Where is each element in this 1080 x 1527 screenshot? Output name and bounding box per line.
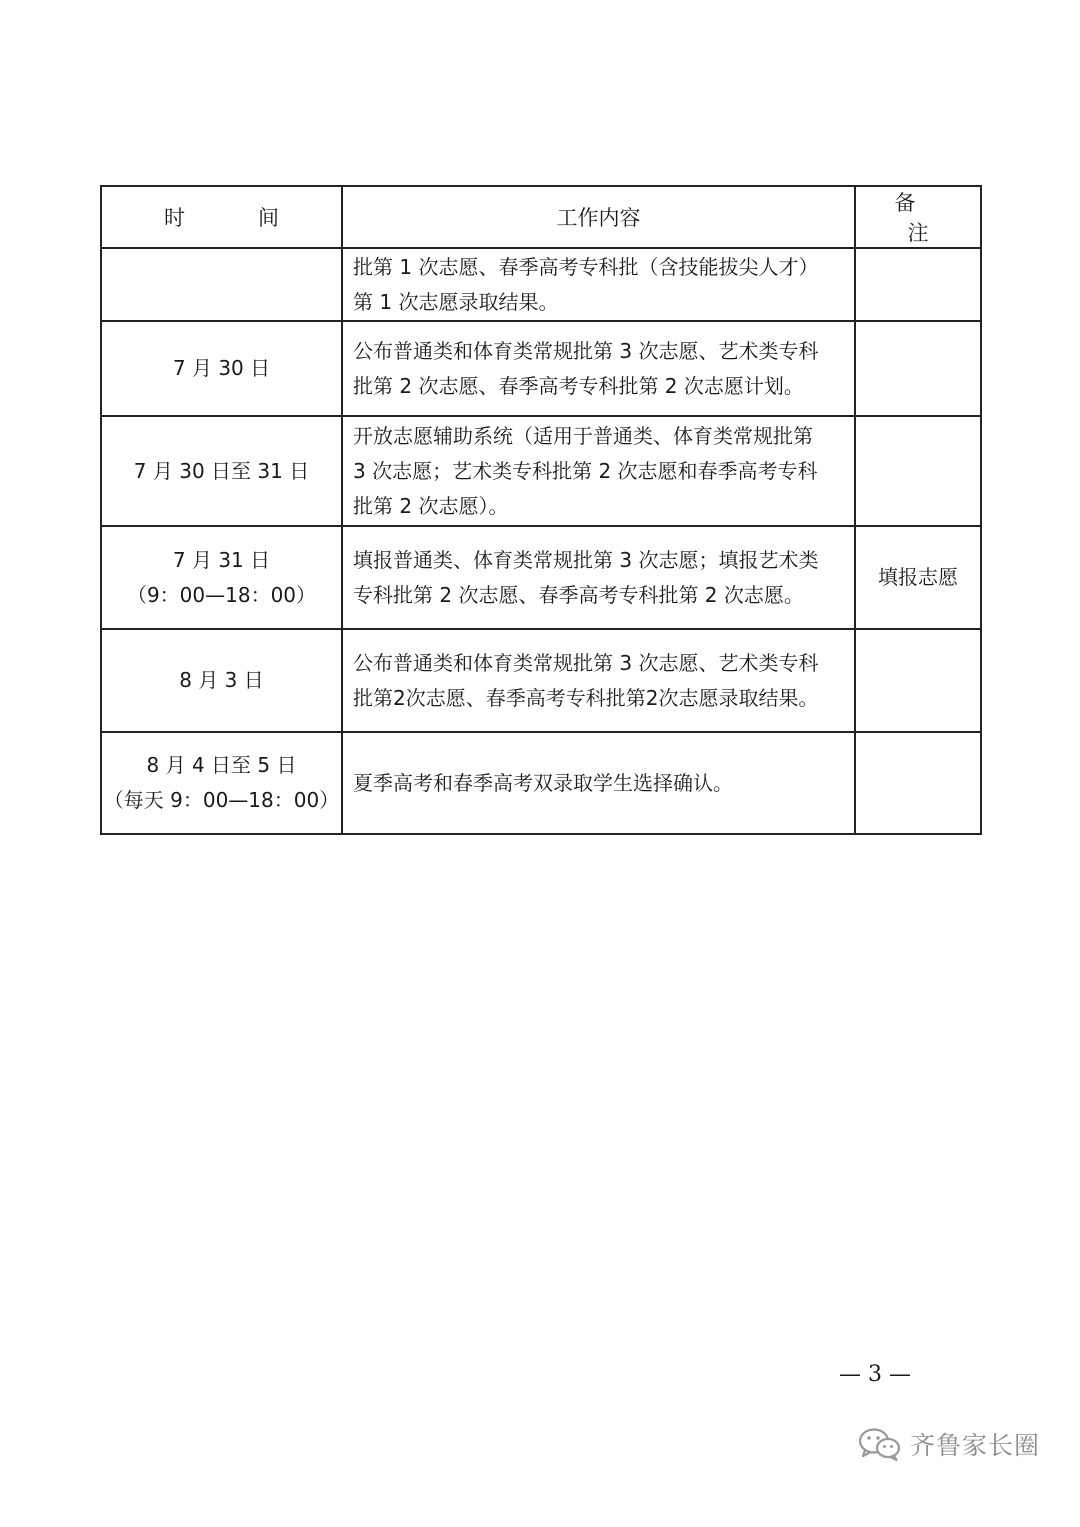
time-line: 8 月 4 日至 5 日: [146, 753, 297, 777]
content-line: 批第 2 次志愿）。: [353, 493, 509, 518]
content-line: 第 1 次志愿录取结果。: [353, 289, 559, 314]
content-cell: [342, 732, 855, 834]
time-cell: [101, 526, 342, 629]
content-cell: [342, 416, 855, 526]
time-cell: [101, 321, 342, 416]
page-number: — 3 —: [839, 1362, 911, 1387]
content-line: 专科批第 2 次志愿、春季高考专科批第 2 次志愿。: [353, 582, 804, 607]
content-line: 填报普通类、体育类常规批第 3 次志愿；填报艺术类: [353, 547, 819, 572]
time-cell: [101, 629, 342, 732]
time-line: 7 月 30 日: [172, 356, 271, 380]
table-row: [101, 416, 981, 526]
wechat-icon: [858, 1427, 902, 1461]
watermark: [858, 1426, 1040, 1462]
note-cell: [855, 248, 981, 321]
table-row: [101, 526, 981, 629]
note-cell: [855, 732, 981, 834]
header-content: 工作内容: [342, 186, 855, 248]
time-line: （每天 9：00—18：00）: [103, 788, 340, 812]
note-cell: [855, 629, 981, 732]
table-header-row: [101, 186, 981, 248]
schedule-table: [100, 185, 989, 835]
content-line: 批第 1 次志愿、春季高考专科批（含技能拔尖人才）: [353, 254, 819, 279]
header-time: 时 间: [101, 186, 342, 248]
note-cell: [855, 416, 981, 526]
table-body: [101, 248, 981, 834]
content-line: 开放志愿辅助系统（适用于普通类、体育类常规批第: [353, 423, 813, 448]
table-row: [101, 321, 981, 416]
time-line: （9：00—18：00）: [126, 582, 317, 607]
content-cell: [342, 526, 855, 629]
watermark-text: 齐鲁家长圈: [910, 1431, 1041, 1460]
header-note: 备 注: [855, 186, 981, 248]
table-row: [101, 732, 981, 834]
note-cell: 填报志愿: [855, 526, 981, 629]
time-cell: [101, 416, 342, 526]
table-row: [101, 629, 981, 732]
time-line: 7 月 30 日至 31 日: [133, 458, 310, 483]
content-cell: [342, 248, 855, 321]
note-cell: [855, 321, 981, 416]
content-line: 公布普通类和体育类常规批第 3 次志愿、艺术类专科: [353, 650, 819, 675]
content-line: 批第 2 次志愿、春季高考专科批第 2 次志愿计划。: [353, 373, 804, 398]
content-cell: [342, 321, 855, 416]
table-row: [101, 248, 981, 321]
time-line: 8 月 3 日: [179, 668, 264, 692]
time-cell: [101, 248, 342, 321]
content-line: 公布普通类和体育类常规批第 3 次志愿、艺术类专科: [353, 338, 819, 363]
time-line: 7 月 31 日: [172, 547, 271, 572]
content-line: 夏季高考和春季高考双录取学生选择确认。: [353, 770, 733, 795]
content-line: 批第2次志愿、春季高考专科批第2次志愿录取结果。: [353, 685, 819, 710]
content-cell: [342, 629, 855, 732]
content-line: 3 次志愿；艺术类专科批第 2 次志愿和春季高考专科: [353, 458, 818, 483]
time-cell: [101, 732, 342, 834]
